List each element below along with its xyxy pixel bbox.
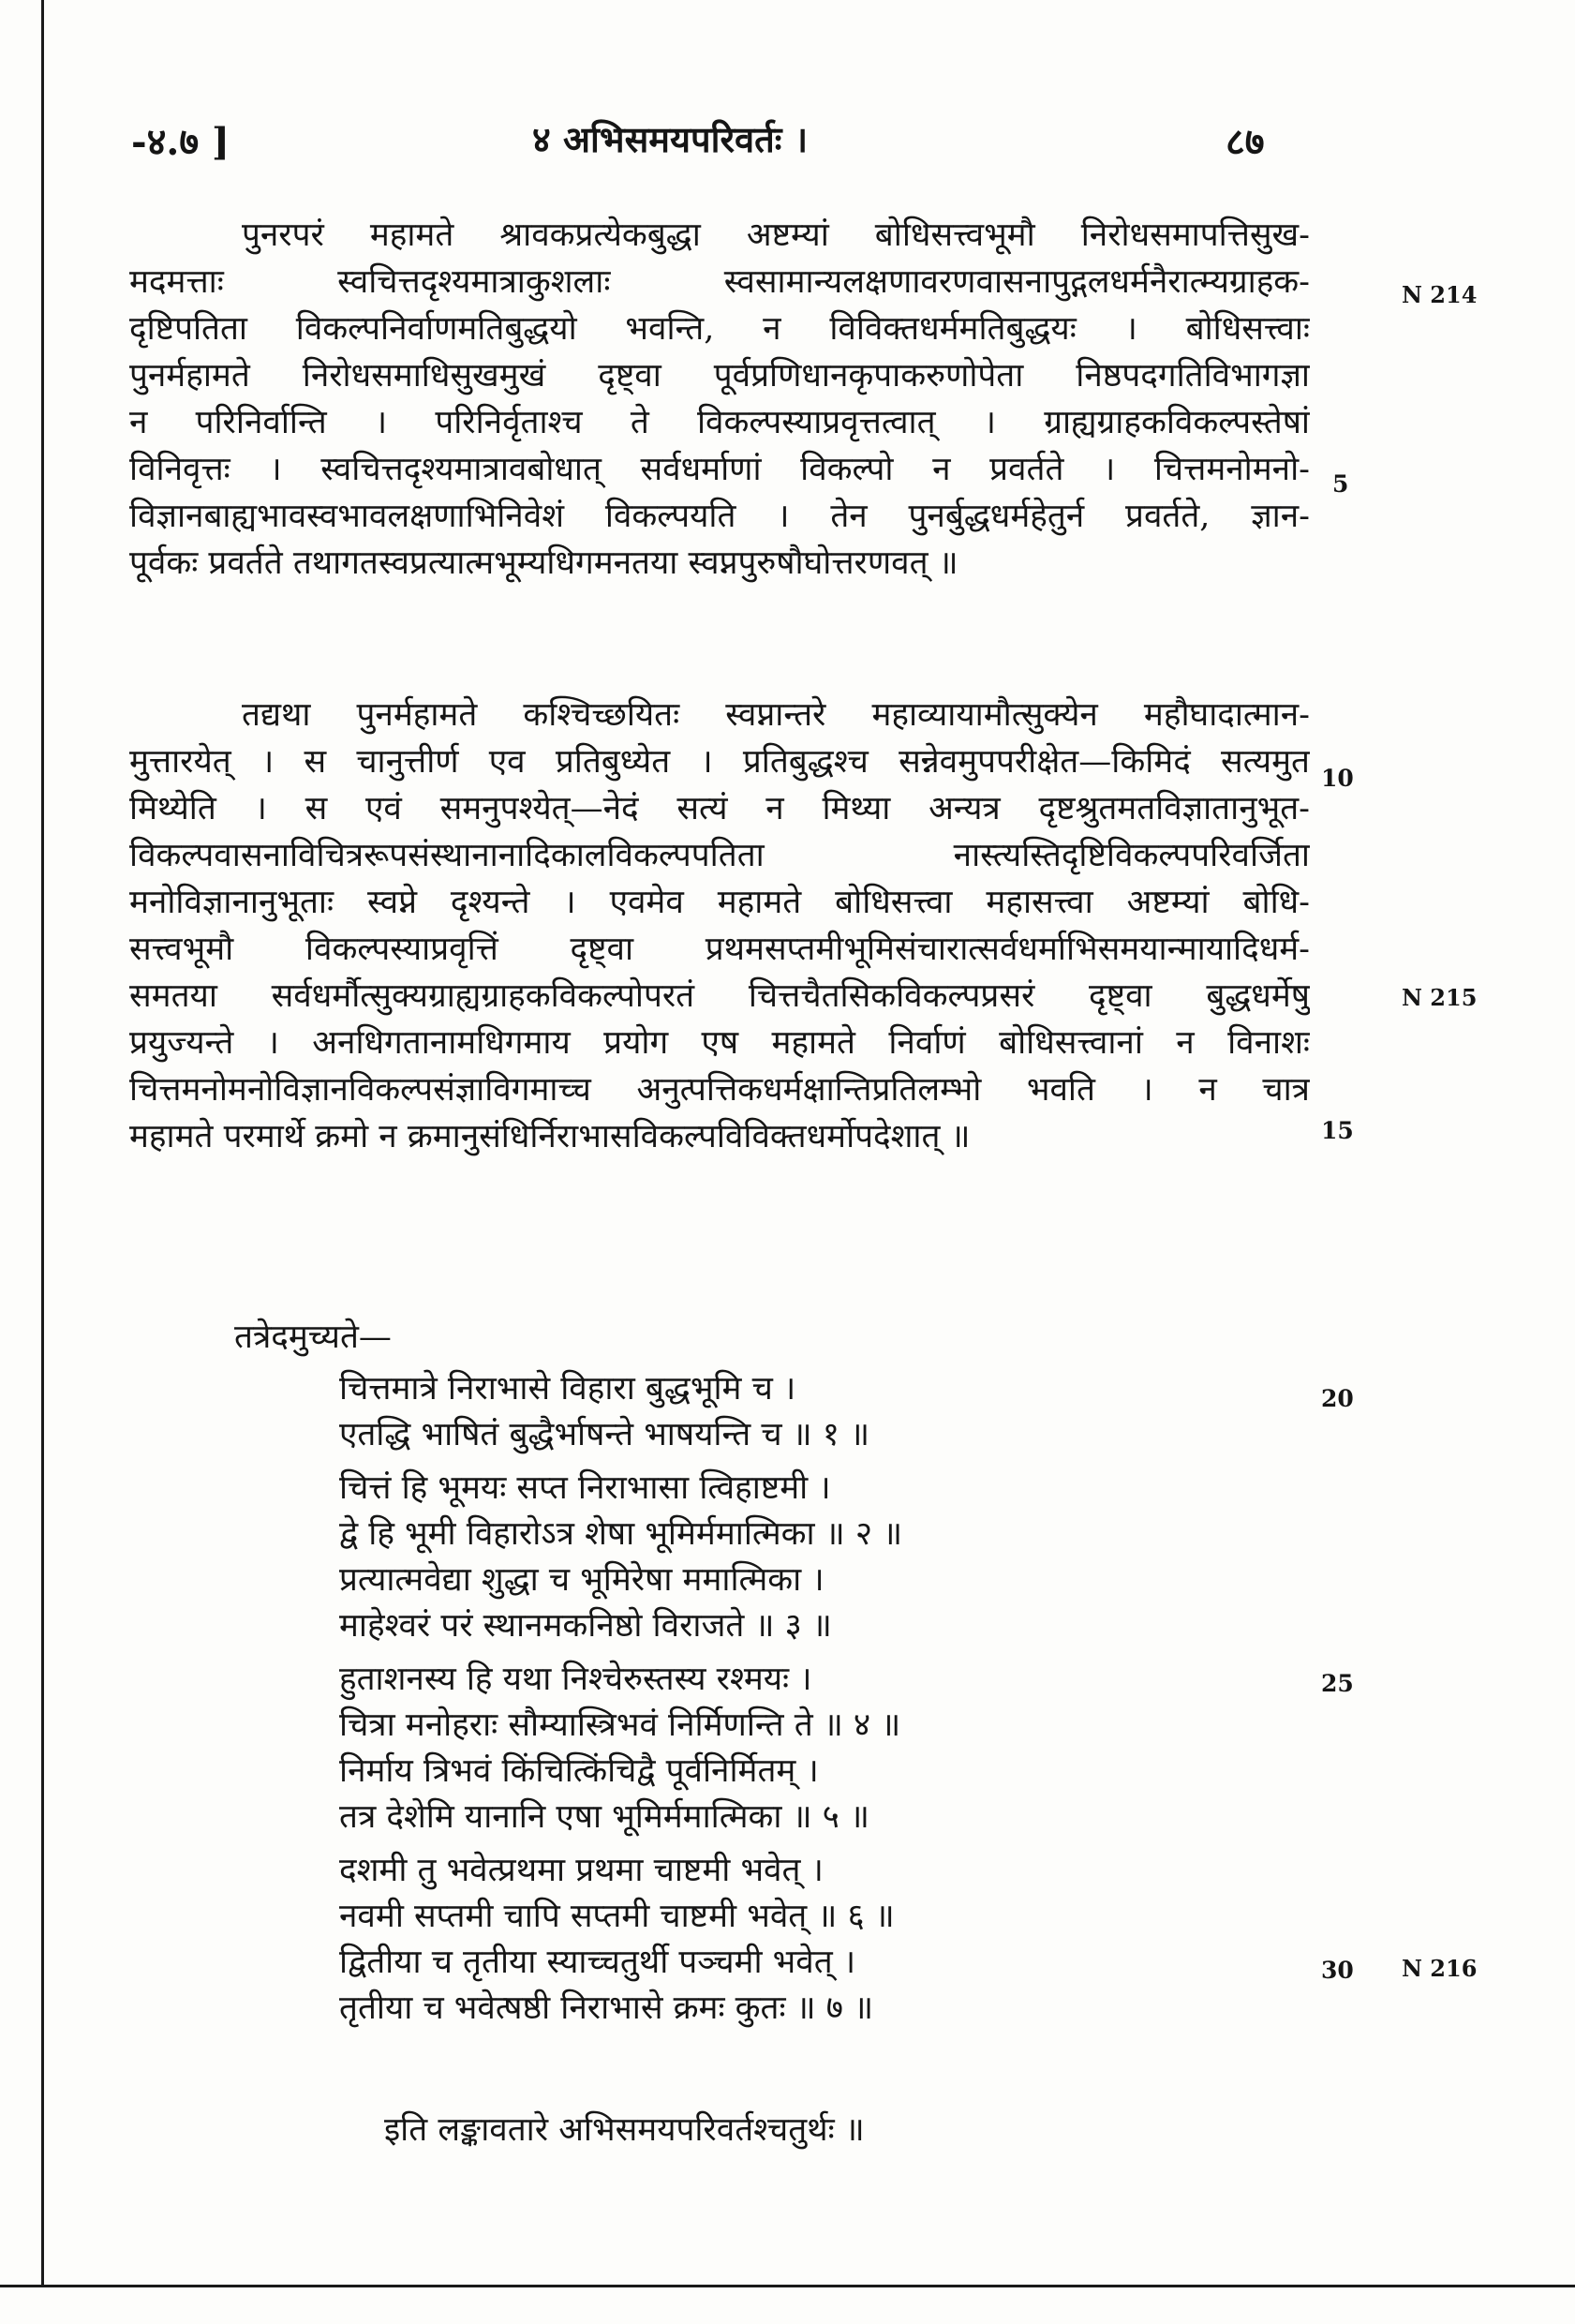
verse-line: प्रत्यात्मवेद्या शुद्धा च भूमिरेषा ममात्मिका ।: [339, 1561, 825, 1599]
line-number-10: 10: [1321, 765, 1354, 792]
paragraph-2: [129, 692, 1310, 1160]
section-number: -४.७ ]: [131, 120, 230, 164]
line-number-15: 15: [1321, 1117, 1354, 1144]
text-line: महामते परमार्थे क्रमो न क्रमानुसंधिर्निराभासविकल्पविविक्तधर्मोपदेशात् ॥: [129, 1118, 971, 1155]
page-edge-bottom: [0, 2285, 1575, 2287]
paragraph-1: [129, 212, 1310, 587]
chapter-title: ४ अभिसमयपरिवर्तः ।: [532, 118, 809, 160]
margin-reference: N 214: [1402, 281, 1478, 308]
verse-line: द्वितीया च तृतीया स्याच्चतुर्थी पञ्चमी भवेत् ।: [339, 1944, 856, 1981]
verse-line: चित्रा मनोहराः सौम्यास्त्रिभवं निर्मिणन्ति ते ॥ ४ ॥: [339, 1706, 901, 1744]
verse-line: द्वे हि भूमी विहारोऽत्र शेषा भूमिर्ममात्मिका ॥ २ ॥: [339, 1515, 903, 1553]
verse-line: नवमी सप्तमी चापि सप्तमी चाष्टमी भवेत् ॥ ६ ॥: [339, 1898, 895, 1935]
page-number: ८७: [1226, 120, 1265, 164]
text-line: विनिवृत्तः । स्वचित्तदृश्यमात्रावबोधात् सर्वधर्माणां विकल्पो न प्रवर्तते । चित्तमनोमनो-: [129, 451, 1310, 488]
chapter-colophon: इति लङ्कावतारे अभिसमयपरिवर्तश्चतुर्थः ॥: [384, 2111, 865, 2149]
verse-line: हुताशनस्य हि यथा निश्चेरुस्तस्य रश्मयः ।: [339, 1661, 812, 1698]
margin-reference: N 216: [1402, 1955, 1478, 1982]
text-line: न परिनिर्वान्ति । परिनिर्वृताश्च ते विकल्पस्याप्रवृत्तत्वात् । ग्राह्यग्राहकविकल्पस्तेषां: [129, 404, 1310, 441]
text-line: दृष्टिपतिता विकल्पनिर्वाणमतिबुद्धयो भवन्ति, न विविक्तधर्ममतिबुद्धयः । बोधिसत्त्वाः: [129, 310, 1310, 348]
verse-intro: तत्रेदमुच्यते—: [234, 1318, 392, 1356]
verse-line: एतद्धि भाषितं बुद्धैर्भाषन्ते भाषयन्ति च ॥ १ ॥: [339, 1416, 870, 1453]
margin-reference: N 215: [1402, 984, 1478, 1011]
text-line: विज्ञानबाह्यभावस्वभावलक्षणाभिनिवेशं विकल्पयति । तेन पुनर्बुद्धधर्महेतुर्न प्रवर्तते, ज्ञान-: [129, 498, 1310, 535]
verse-line: चित्तमात्रे निराभासे विहारा बुद्धभूमि च ।: [339, 1370, 796, 1408]
line-number-30: 30: [1321, 1957, 1354, 1984]
verse-line: चित्तं हि भूमयः सप्त निराभासा त्विहाष्टमी ।: [339, 1469, 831, 1507]
text-line: मिथ्येति । स एवं समनुपश्येत्—नेदं सत्यं न मिथ्या अन्यत्र दृष्टश्रुतमतविज्ञातानुभूत-: [129, 790, 1310, 827]
line-number-5: 5: [1332, 470, 1349, 498]
text-line: सत्त्वभूमौ विकल्पस्याप्रवृत्तिं दृष्ट्वा प्रथमसप्तमीभूमिसंचारात्सर्वधर्माभिसमयान्मायादिधर्म-: [129, 931, 1310, 968]
text-line: प्रयुज्यन्ते । अनधिगतानामधिगमाय प्रयोग एष महामते निर्वाणं बोधिसत्त्वानां न विनाशः: [129, 1024, 1310, 1062]
verse-line: तत्र देशेमि यानानि एषा भूमिर्ममात्मिका ॥ ५ ॥: [339, 1798, 869, 1836]
page-edge-left: [41, 0, 44, 2287]
text-line: समतया सर्वधर्मौत्सुक्यग्राह्यग्राहकविकल्पोपरतं चित्तचैतसिकविकल्पप्रसरं दृष्ट्वा बुद्धधर्मेषु: [129, 977, 1310, 1015]
line-number-20: 20: [1321, 1385, 1354, 1412]
text-line: मनोविज्ञानानुभूताः स्वप्ने दृश्यन्ते । एवमेव महामते बोधिसत्त्वा महासत्त्वा अष्टम्यां बोधि-: [129, 884, 1310, 921]
verse-line: दशमी तु भवेत्प्रथमा प्रथमा चाष्टमी भवेत् ।: [339, 1852, 824, 1889]
text-line: तद्यथा पुनर्महामते कश्चिच्छयितः स्वप्नान्तरे महाव्यायामौत्सुक्येन महौघादात्मान-: [242, 696, 1310, 734]
text-line: पुनरपरं महामते श्रावकप्रत्येकबुद्धा अष्टम्यां बोधिसत्त्वभूमौ निरोधसमापत्तिसुख-: [242, 216, 1310, 254]
text-line: चित्तमनोमनोविज्ञानविकल्पसंज्ञाविगमाच्च अनुत्पत्तिकधर्मक्षान्तिप्रतिलम्भो भवति । न चात्र: [129, 1071, 1310, 1109]
verse-line: माहेश्वरं परं स्थानमकनिष्ठो विराजते ॥ ३ ॥: [339, 1607, 832, 1645]
text-line: मदमत्ताः स्वचित्तदृश्यमात्राकुशलाः स्वसामान्यलक्षणावरणवासनापुद्गलधर्मनैरात्म्यग्राहक-: [129, 263, 1310, 301]
text-line: मुत्तारयेत् । स चानुत्तीर्ण एव प्रतिबुध्येत । प्रतिबुद्धश्च सन्नेवमुपपरीक्षेत—किमिदं सत्यमुत: [129, 743, 1310, 781]
running-header: [0, 114, 1575, 171]
verse-block: [339, 1366, 1182, 2032]
line-number-25: 25: [1321, 1670, 1354, 1697]
text-line: विकल्पवासनाविचित्ररूपसंस्थानानादिकालविकल्पपतिता नास्त्यस्तिदृष्टिविकल्पपरिवर्जिता: [129, 837, 1310, 874]
verse-line: निर्माय त्रिभवं किंचित्किंचिद्वै पूर्वनिर्मितम् ।: [339, 1752, 819, 1790]
verse-line: तृतीया च भवेत्षष्ठी निराभासे क्रमः कुतः ॥ ७ ॥: [339, 1989, 874, 2027]
text-line: पुनर्महामते निरोधसमाधिसुखमुखं दृष्ट्वा पूर्वप्रणिधानकृपाकरुणोपेता निष्ठपदगतिविभागज्ञा: [129, 357, 1310, 395]
text-line: पूर्वकः प्रवर्तते तथागतस्वप्रत्यात्मभूम्यधिगमनतया स्वप्नपुरुषौघोत्तरणवत् ॥: [129, 544, 958, 582]
